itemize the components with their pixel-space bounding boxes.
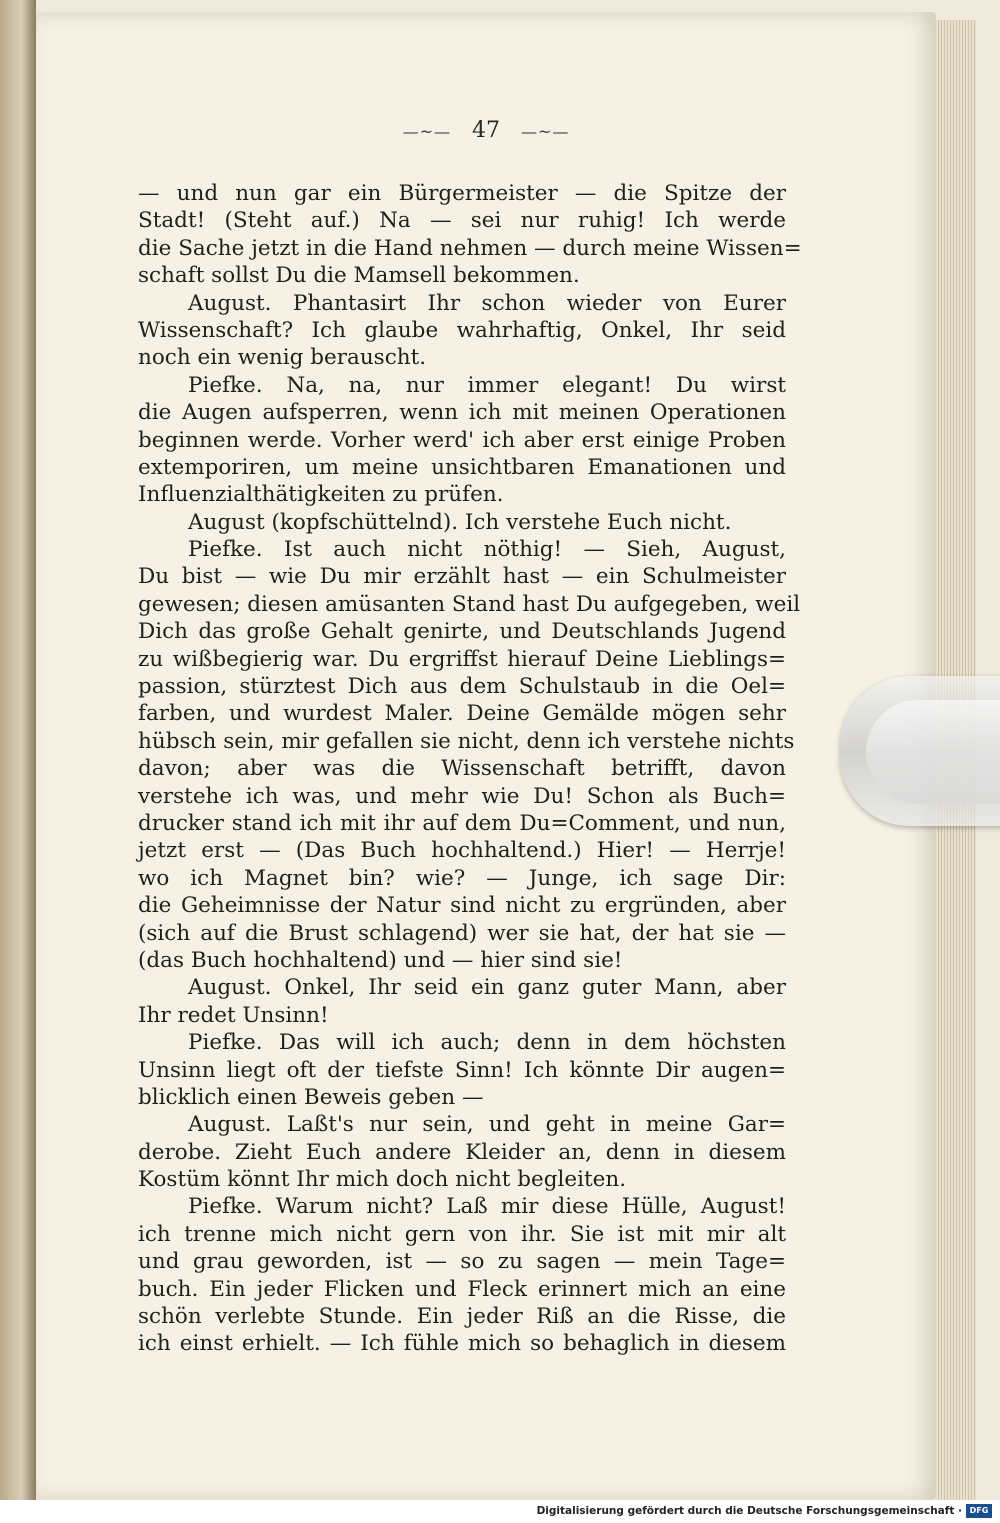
body-text (138, 180, 802, 1358)
text-line: August. Phantasirt Ihr schon wieder von Eurer (188, 290, 786, 316)
text-line: die Geheimnisse der Natur sind nicht zu ergründen, aber (138, 893, 786, 919)
text-line: gewesen; diesen amüsanten Stand hast Du aufgegeben, weil (138, 591, 801, 617)
text-line: blicklich einen Beweis geben — (138, 1084, 484, 1110)
text-line: schaft sollst Du die Mamsell bekommen. (138, 263, 580, 289)
facing-page-edge (0, 0, 36, 1500)
text-line: Stadt! (Steht auf.) Na — sei nur ruhig! Ich werde (138, 208, 786, 234)
text-line: die Sache jetzt in die Hand nehmen — durch meine Wissen= (138, 235, 802, 261)
text-line: August. Onkel, Ihr seid ein ganz guter Mann, aber (188, 975, 786, 1001)
text-line: zu wißbegierig war. Du ergriffst hierauf Deine Lieblings= (138, 646, 786, 672)
text-line: August (kopfschüttelnd). Ich verstehe Euch nicht. (188, 509, 732, 535)
text-line: noch ein wenig berauscht. (138, 345, 427, 371)
dfg-logo-icon: DFG (966, 1504, 992, 1518)
text-line: verstehe ich was, und mehr wie Du! Schon als Buch= (138, 783, 786, 809)
page-holder-clip-highlight (866, 700, 1000, 804)
text-line: Piefke. Ist auch nicht nöthig! — Sieh, August, (188, 537, 786, 563)
header-ornament-left: —~— (402, 122, 452, 141)
text-line: farben, und wurdest Maler. Deine Gemälde mögen sehr (138, 701, 786, 727)
text-line: passion, stürztest Dich aus dem Schulstaub in die Oel= (138, 674, 786, 700)
text-line: jetzt erst — (Das Buch hochhaltend.) Hier! — Herrje! (138, 838, 786, 864)
text-line: derobe. Zieht Euch andere Kleider an, denn in diesem (138, 1139, 786, 1165)
text-line: Unsinn liegt oft der tiefste Sinn! Ich könnte Dir augen= (138, 1057, 786, 1083)
text-line: (sich auf die Brust schlagend) wer sie hat, der hat sie — (138, 920, 786, 946)
page-number: 47 (472, 118, 500, 143)
text-line: Kostüm könnt Ihr mich doch nicht begleiten. (138, 1167, 627, 1193)
text-line: Piefke. Na, na, nur immer elegant! Du wirst (188, 372, 786, 398)
text-line: buch. Ein jeder Flicken und Fleck erinnert mich an eine (138, 1276, 786, 1302)
text-line: davon; aber was die Wissenschaft betrifft, davon (138, 756, 786, 782)
text-line: Influenzialthätigkeiten zu prüfen. (138, 482, 504, 508)
text-line: extemporiren, um meine unsichtbaren Emanationen und (138, 454, 786, 480)
header-ornament-right: —~— (520, 122, 570, 141)
text-line: Piefke. Warum nicht? Laß mir diese Hülle, August! (188, 1194, 786, 1220)
text-line: drucker stand ich mit ihr auf dem Du=Comment, und nun, (138, 810, 786, 836)
text-line: ich trenne mich nicht gern von ihr. Sie ist mit mir alt (138, 1221, 786, 1247)
text-line: Du bist — wie Du mir erzählt hast — ein Schulmeister (138, 564, 786, 590)
text-line: beginnen werde. Vorher werd' ich aber erst einige Proben (138, 427, 786, 453)
footer-credit: Digitalisierung gefördert durch die Deutsche Forschungsgemeinschaft · (536, 1505, 962, 1517)
page-header (36, 118, 936, 143)
text-line: die Augen aufsperren, wenn ich mit meinen Operationen (138, 400, 786, 426)
text-line: hübsch sein, mir gefallen sie nicht, denn ich verstehe nichts (138, 728, 795, 754)
text-line: schön verlebte Stunde. Ein jeder Riß an die Risse, die (138, 1304, 786, 1330)
text-line: (das Buch hochhaltend) und — hier sind sie! (138, 947, 623, 973)
text-line: August. Laßt's nur sein, und geht in meine Gar= (188, 1112, 786, 1138)
text-line: Ihr redet Unsinn! (138, 1002, 329, 1028)
text-line: Wissenschaft? Ich glaube wahrhaftig, Onkel, Ihr seid (138, 317, 786, 343)
text-line: ich einst erhielt. — Ich fühle mich so behaglich in diesem (138, 1331, 786, 1357)
text-line: Piefke. Das will ich auch; denn in dem höchsten (188, 1030, 786, 1056)
text-line: — und nun gar ein Bürgermeister — die Spitze der (138, 181, 786, 206)
text-line: und grau geworden, ist — so zu sagen — mein Tage= (138, 1249, 786, 1275)
text-line: wo ich Magnet bin? wie? — Junge, ich sage Dir: (138, 865, 786, 891)
text-line: Dich das große Gehalt genirte, und Deutschlands Jugend (138, 619, 786, 645)
